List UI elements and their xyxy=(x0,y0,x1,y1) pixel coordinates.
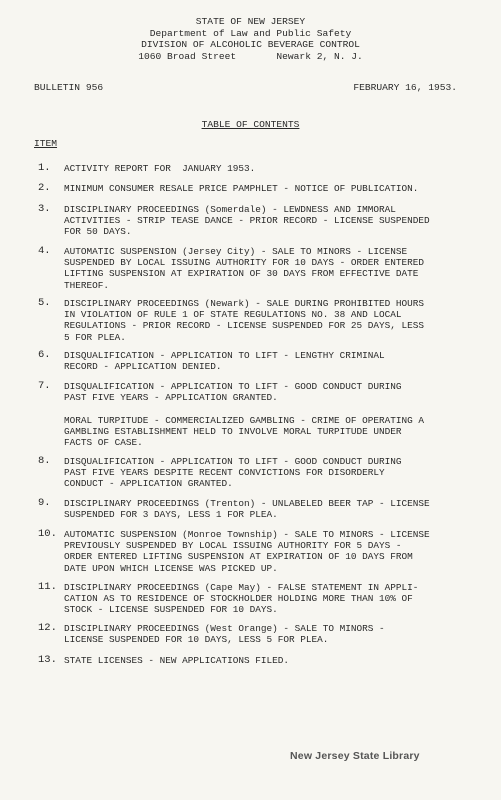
toc-sub-item: MORAL TURPITUDE - COMMERCIALIZED GAMBLING - CRIME OF OPERATING A GAMBLING ESTABLISHMENT HELD TO INVOLVE MORAL TURPITUDE UNDER FACTS OF CASE. xyxy=(64,415,425,449)
item-text: DISCIPLINARY PROCEEDINGS (West Orange) - SALE TO MINORS - LICENSE SUSPENDED FOR 10 DAYS, LESS 5 FOR PLEA. xyxy=(64,623,385,646)
item-number: 12. xyxy=(38,622,57,634)
bulletin-date: FEBRUARY 16, 1953. xyxy=(353,82,457,93)
toc-item xyxy=(34,456,484,490)
toc-item xyxy=(34,498,484,520)
item-text: AUTOMATIC SUSPENSION (Monroe Township) - SALE TO MINORS - LICENSE PREVIOUSLY SUSPENDED BY LOCAL ISSUING AUTHORITY FOR 5 DAYS - ORDER ENTERED LIFTING SUSPENSION AT EXPIRATION OF 10 DAYS FROM DATE UPON WHICH LICENSE WAS PICKED UP. xyxy=(64,529,430,574)
toc-item xyxy=(34,183,484,194)
item-text: DISQUALIFICATION - APPLICATION TO LIFT - GOOD CONDUCT DURING PAST FIVE YEARS DESPITE RECENT CONVICTIONS FOR DISORDERLY CONDUCT - APPLICATION GRANTED. xyxy=(64,456,402,490)
letterhead-line: DIVISION OF ALCOHOLIC BEVERAGE CONTROL xyxy=(141,39,360,50)
letterhead-line: STATE OF NEW JERSEY xyxy=(195,16,306,27)
toc-item xyxy=(34,298,484,343)
item-number: 6. xyxy=(38,349,51,361)
letterhead xyxy=(0,16,501,62)
letterhead-line: Department of Law and Public Safety xyxy=(149,27,352,39)
library-stamp: New Jersey State Library xyxy=(290,750,420,762)
toc-item xyxy=(34,582,484,616)
table-of-contents-title: TABLE OF CONTENTS xyxy=(201,119,300,130)
item-text: DISCIPLINARY PROCEEDINGS (Cape May) - FALSE STATEMENT IN APPLI- CATION AS TO RESIDENCE OF STOCKHOLDER HOLDING MORE THAN 10% OF STOCK - LICENSE SUSPENDED FOR 10 DAYS. xyxy=(64,582,419,616)
item-number: 9. xyxy=(38,497,51,509)
item-number: 10. xyxy=(38,528,57,540)
item-column-label: ITEM xyxy=(34,138,58,149)
item-text: MINIMUM CONSUMER RESALE PRICE PAMPHLET - NOTICE OF PUBLICATION. xyxy=(64,183,419,194)
item-text: STATE LICENSES - NEW APPLICATIONS FILED. xyxy=(64,655,290,666)
item-number: 3. xyxy=(38,203,51,215)
toc-item xyxy=(34,204,484,238)
toc-item xyxy=(34,623,484,645)
item-text: DISCIPLINARY PROCEEDINGS (Trenton) - UNLABELED BEER TAP - LICENSE SUSPENDED FOR 3 DAYS, LESS 1 FOR PLEA. xyxy=(64,498,430,521)
item-number: 13. xyxy=(38,654,57,666)
item-text: AUTOMATIC SUSPENSION (Jersey City) - SALE TO MINORS - LICENSE SUSPENDED BY LOCAL ISSUING AUTHORITY FOR 10 DAYS - ORDER ENTERED LIFTING SUSPENSION AT EXPIRATION OF 30 DAYS FROM EFFECTIVE DATE THEREOF. xyxy=(64,246,425,291)
item-text: DISQUALIFICATION - APPLICATION TO LIFT - LENGTHY CRIMINAL RECORD - APPLICATION DENIED. xyxy=(64,350,385,373)
item-text: DISCIPLINARY PROCEEDINGS (Newark) - SALE DURING PROHIBITED HOURS IN VIOLATION OF RULE 1 OF STATE REGULATIONS NO. 38 AND LOCAL REGULATIONS - PRIOR RECORD - LICENSE SUSPENDED FOR 25 DAYS, LESS 5 FOR PLEA. xyxy=(64,298,425,343)
item-number: 5. xyxy=(38,297,51,309)
item-text: ACTIVITY REPORT FOR JANUARY 1953. xyxy=(64,163,256,174)
toc-item xyxy=(34,381,484,403)
item-text: DISCIPLINARY PROCEEDINGS (Somerdale) - LEWDNESS AND IMMORAL ACTIVITIES - STRIP TEASE DANCE - PRIOR RECORD - LICENSE SUSPENDED FOR 50 DAYS. xyxy=(64,204,430,238)
toc-item xyxy=(34,655,484,666)
item-number: 8. xyxy=(38,455,51,467)
bulletin-number: BULLETIN 956 xyxy=(34,82,104,93)
item-number: 2. xyxy=(38,182,51,194)
item-number: 7. xyxy=(38,380,51,392)
item-number: 1. xyxy=(38,162,51,174)
toc-item xyxy=(34,163,484,174)
toc-item xyxy=(34,529,484,574)
item-number: 4. xyxy=(38,245,51,257)
toc-item xyxy=(34,350,484,372)
item-text: DISQUALIFICATION - APPLICATION TO LIFT - GOOD CONDUCT DURING PAST FIVE YEARS - APPLICATION GRANTED. xyxy=(64,381,402,404)
toc-item xyxy=(34,246,484,291)
item-number: 11. xyxy=(38,581,57,593)
letterhead-line: 1060 Broad Street Newark 2, N. J. xyxy=(138,50,363,62)
